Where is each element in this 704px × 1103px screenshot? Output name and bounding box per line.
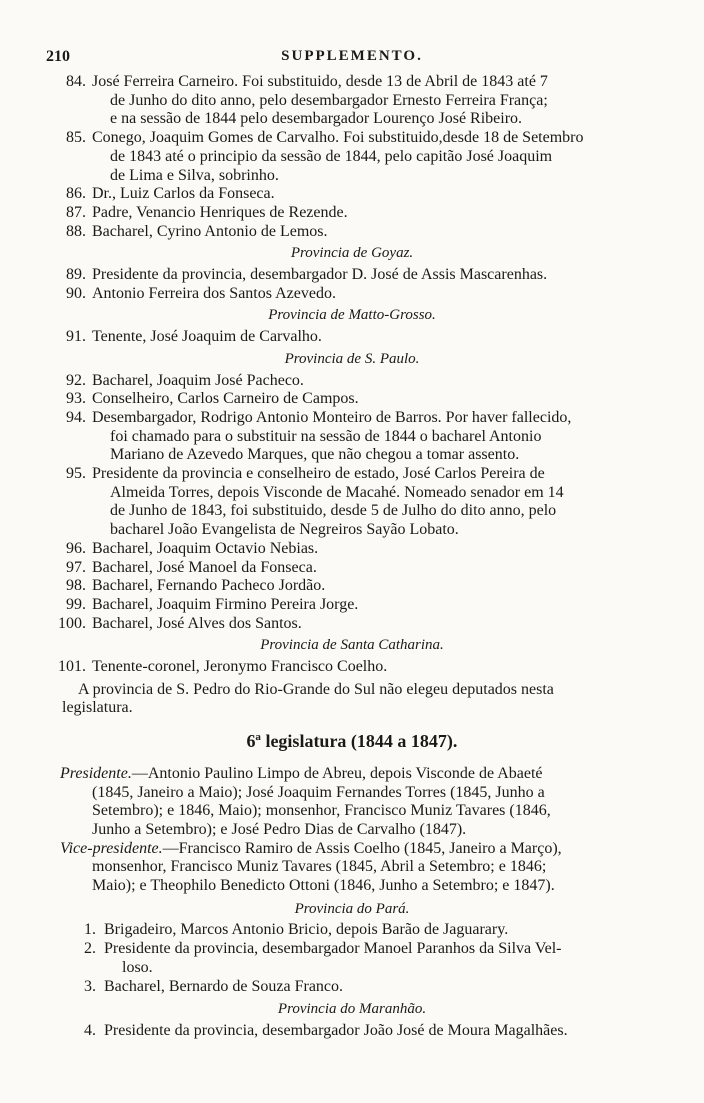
text-line [0,166,704,186]
entry-number: 3. [84,977,96,995]
text-line [0,635,704,655]
running-title: SUPPLEMENTO. [281,48,423,64]
text-line [0,558,704,578]
entry-text: Bacharel, José Alves dos Santos. [92,614,302,632]
officer-text: —Antonio Paulino Limpo de Abreu, depois Visconde de Abaeté [131,764,543,782]
entry-number: 87. [66,203,86,221]
officer-entry [60,764,543,784]
text-line [0,109,704,129]
text-line [0,839,704,859]
officer-label: Vice-presidente. [60,839,163,857]
text-line [0,801,704,821]
text-line [0,920,704,940]
entry-text: Bacharel, Joaquim Firmino Pereira Jorge. [92,595,359,613]
entry-text: Almeida Torres, depois Visconde de Macahé. Nomeado senador em 14 [110,483,564,501]
entry-text: Antonio Ferreira dos Santos Azevedo. [92,284,336,302]
page-number: 210 [46,48,70,65]
entry-text: Presidente da provincia, desembargador Manoel Paranhos da Silva Vel- [104,940,562,958]
entry-text: Bacharel, Cyrino Antonio de Lemos. [92,222,328,240]
entry-text: Presidente da provincia, desembargador João José de Moura Magalhães. [104,1021,568,1039]
text-line [0,349,704,369]
entry-number: 98. [66,577,86,595]
entry-text: Bacharel, José Manoel da Fonseca. [92,558,317,576]
text-line [0,764,704,784]
officer-entry [60,839,562,859]
entry-number: 1. [84,921,96,939]
officer-text: monsenhor, Francisco Muniz Tavares (1845, Abril a Setembro; e 1846; [92,858,547,876]
entry-number: 93. [66,390,86,408]
entry-number: 91. [66,328,86,346]
running-header [46,48,658,68]
text-line [0,731,704,751]
text-line [0,698,704,718]
text-line [0,72,704,92]
entry-text: Bacharel, Bernardo de Souza Franco. [104,977,344,995]
text-line [0,203,704,223]
entry-text: de Lima e Silva, sobrinho. [110,166,279,184]
section-heading: Provincia de Matto-Grosso. [268,307,436,324]
text-line [0,783,704,803]
text-line [0,147,704,167]
text-line [0,857,704,877]
text-line [0,501,704,521]
text-line [0,427,704,447]
entry-text: Bacharel, Joaquim José Pacheco. [92,371,304,389]
text-line [0,820,704,840]
entry-text: loso. [122,958,153,976]
officer-text: Maio); e Theophilo Benedicto Ottoni (1846, Junho a Setembro; e 1847). [92,877,555,894]
text-line [0,876,704,896]
entry-text: Desembargador, Rodrigo Antonio Monteiro de Barros. Por haver fallecido, [92,408,572,426]
entry-text: Presidente da provincia, desembargador D. José de Assis Mascarenhas. [92,266,548,283]
text-line [0,614,704,634]
officer-label: Presidente. [60,764,132,782]
entry-number: 97. [66,558,86,576]
entry-text: Dr., Luiz Carlos da Fonseca. [92,185,275,203]
entry-number: 85. [66,129,86,147]
entry-text: Mariano de Azevedo Marques, que não chegou a tomar assento. [110,446,520,464]
entry-number: 84. [66,73,86,90]
text-line [0,184,704,204]
entry-number: 101. [58,658,86,675]
entry-number: 4. [84,1021,96,1039]
entry-number: 86. [66,185,86,203]
text-line [0,389,704,409]
section-heading: Provincia do Pará. [294,900,410,917]
text-line [0,371,704,391]
entry-number: 96. [66,539,86,557]
text-line [0,939,704,959]
entry-text: José Ferreira Carneiro. Foi substituido, desde 13 de Abril de 1843 até 7 [92,73,548,90]
entry-number: 94. [66,408,86,426]
entry-text: Bacharel, Joaquim Octavio Nebias. [92,539,319,557]
text-line [0,265,704,285]
officer-text: (1845, Janeiro a Maio); José Joaquim Fernandes Torres (1845, Junho a [92,783,545,801]
text-line [0,408,704,428]
note-paragraph: A provincia de S. Pedro do Rio-Grande do Sul não elegeu deputados nesta [78,680,554,698]
entry-number: 100. [58,614,86,632]
text-line [0,595,704,615]
entry-number: 2. [84,940,96,958]
legislature-heading: 6ª legislatura (1844 a 1847). [246,731,458,752]
entry-text: Padre, Venancio Henriques de Rezende. [92,203,348,221]
text-line [0,680,704,700]
text-line [0,576,704,596]
section-heading: Provincia de S. Paulo. [284,350,420,367]
text-line [0,1021,704,1041]
entry-text: Brigadeiro, Marcos Antonio Bricio, depois Barão de Jaguarary. [104,921,509,939]
entry-text: Tenente, José Joaquim de Carvalho. [92,328,322,346]
text-line [0,305,704,325]
note-paragraph: legislatura. [62,699,133,717]
text-line [0,520,704,540]
entry-number: 92. [66,371,86,389]
text-line [0,657,704,677]
text-line [0,128,704,148]
section-heading: Provincia de Santa Catharina. [260,637,444,654]
section-heading: Provincia de Goyaz. [290,245,414,262]
entry-number: 88. [66,222,86,240]
entry-number: 89. [66,266,86,283]
officer-text: —Francisco Ramiro de Assis Coelho (1845, Janeiro a Março), [162,839,562,857]
text-line [0,958,704,978]
officer-text: Junho a Setembro); e José Pedro Dias de Carvalho (1847). [92,820,467,838]
text-line [0,999,704,1019]
entry-text: bacharel João Evangelista de Negreiros Sayão Lobato. [110,521,459,539]
entry-text: Bacharel, Fernando Pacheco Jordão. [92,577,326,595]
section-heading: Provincia do Maranhão. [277,1001,427,1018]
entry-text: Conego, Joaquim Gomes de Carvalho. Foi substituido,desde 18 de Setembro [92,129,584,147]
text-line [0,284,704,304]
entry-text: Presidente da provincia e conselheiro de estado, José Carlos Pereira de [92,465,545,482]
entry-text: de 1843 até o principio da sessão de 1844, pelo capitão José Joaquim [110,147,553,165]
entry-number: 95. [66,465,86,482]
entry-text: foi chamado para o substituir na sessão de 1844 o bacharel Antonio [110,427,542,445]
entry-text: e na sessão de 1844 pelo desembargador Lourenço José Ribeiro. [110,110,523,128]
text-line [0,899,704,919]
entry-text: Conselheiro, Carlos Carneiro de Campos. [92,390,359,408]
text-line [0,243,704,263]
text-line [0,91,704,111]
text-line [0,539,704,559]
entry-number: 99. [66,595,86,613]
entry-text: Tenente-coronel, Jeronymo Francisco Coelho. [92,658,388,675]
text-line [0,222,704,242]
text-line [0,464,704,484]
text-line [0,445,704,465]
text-line [0,977,704,997]
text-line [0,483,704,503]
text-line [0,327,704,347]
entry-number: 90. [66,284,86,302]
entry-text: de Junho de 1843, foi substituido, desde 5 de Julho do dito anno, pelo [110,502,557,520]
officer-text: Setembro); e 1846, Maio); monsenhor, Francisco Muniz Tavares (1846, [92,802,551,820]
entry-text: de Junho do dito anno, pelo desembargador Ernesto Ferreira França; [110,91,548,109]
